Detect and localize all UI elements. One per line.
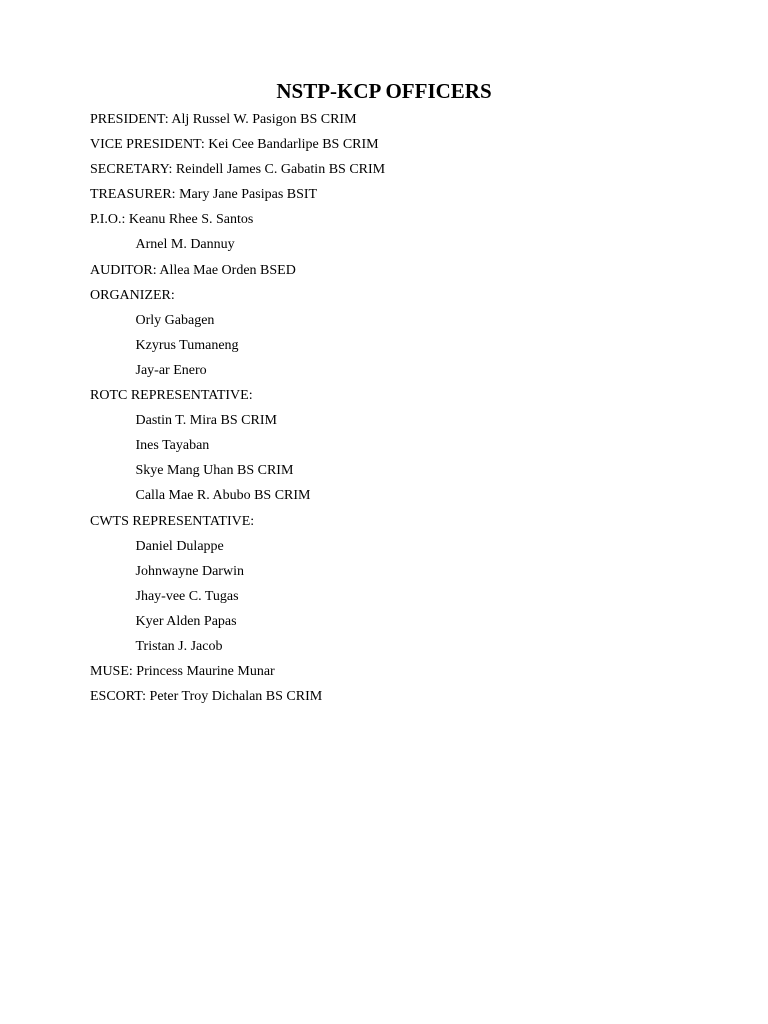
officer-line-organizer-member: Jay-ar Enero bbox=[135, 362, 207, 378]
officer-list bbox=[90, 107, 730, 709]
officer-line-rotc-member: Dastin T. Mira BS CRIM bbox=[135, 413, 277, 429]
officer-line-muse: MUSE: Princess Maurine Munar bbox=[90, 664, 275, 680]
officer-line-pio-member: Arnel M. Dannuy bbox=[135, 237, 235, 253]
officer-line-organizer: ORGANIZER: bbox=[90, 287, 175, 303]
officer-line-pio: P.I.O.: Keanu Rhee S. Santos bbox=[90, 212, 254, 228]
officer-line-treasurer: TREASURER: Mary Jane Pasipas BSIT bbox=[90, 187, 318, 203]
officer-line-rotc-member: Calla Mae R. Abubo BS CRIM bbox=[135, 488, 311, 504]
officer-line-president: PRESIDENT: Alj Russel W. Pasigon BS CRIM bbox=[90, 112, 357, 127]
officer-line-vice-president: VICE PRESIDENT: Kei Cee Bandarlipe BS CRIM bbox=[90, 137, 379, 153]
officer-line-rotc-representative: ROTC REPRESENTATIVE: bbox=[90, 388, 253, 404]
officer-line-cwts-member: Johnwayne Darwin bbox=[135, 563, 244, 579]
document-title: NSTP-KCP OFFICERS bbox=[276, 79, 492, 103]
officer-line-auditor: AUDITOR: Allea Mae Orden BSED bbox=[90, 262, 296, 278]
officer-line-cwts-member: Jhay-vee C. Tugas bbox=[135, 588, 239, 604]
officer-line-cwts-member: Kyer Alden Papas bbox=[135, 613, 237, 629]
officer-line-cwts-representative: CWTS REPRESENTATIVE: bbox=[90, 513, 255, 529]
officer-line-cwts-member: Tristan J. Jacob bbox=[135, 638, 223, 654]
officer-line-organizer-member: Orly Gabagen bbox=[135, 312, 215, 328]
officer-line-escort: ESCORT: Peter Troy Dichalan BS CRIM bbox=[90, 689, 323, 705]
officer-line-secretary: SECRETARY: Reindell James C. Gabatin BS CRIM bbox=[90, 162, 386, 178]
officer-line-cwts-member: Daniel Dulappe bbox=[135, 538, 224, 554]
officer-line-rotc-member: Ines Tayaban bbox=[135, 438, 210, 454]
officer-line-rotc-member: Skye Mang Uhan BS CRIM bbox=[135, 463, 294, 479]
officer-line-organizer-member: Kzyrus Tumaneng bbox=[135, 337, 239, 353]
